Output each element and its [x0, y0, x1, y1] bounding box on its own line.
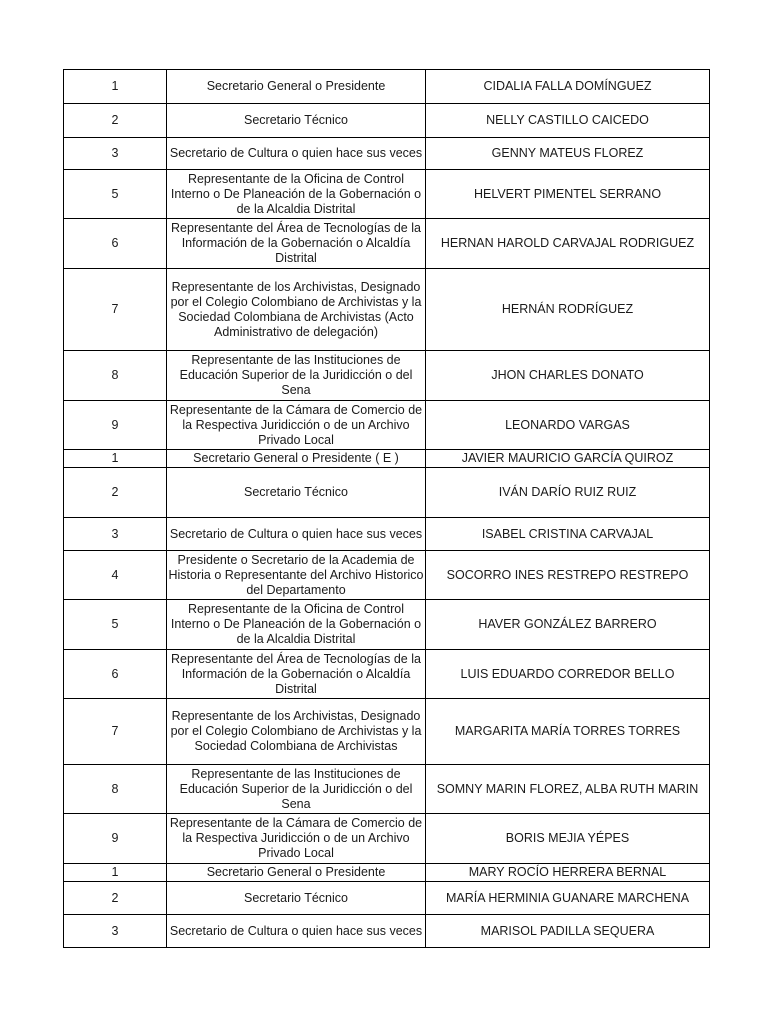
member-name-cell: SOMNY MARIN FLOREZ, ALBA RUTH MARIN [426, 765, 710, 814]
member-name-cell: HERNÁN RODRÍGUEZ [426, 269, 710, 351]
role-cell: Secretario General o Presidente ( E ) [167, 450, 426, 468]
table-row [64, 468, 710, 518]
role-cell: Secretario Técnico [167, 882, 426, 915]
role-cell: Representante del Área de Tecnologías de la Información de la Gobernación o Alcaldía Distrital [167, 219, 426, 269]
role-cell: Secretario General o Presidente [167, 864, 426, 882]
member-name-cell: HERNAN HAROLD CARVAJAL RODRIGUEZ [426, 219, 710, 269]
table-row [64, 518, 710, 551]
member-name-cell: JAVIER MAURICIO GARCÍA QUIROZ [426, 450, 710, 468]
member-name-cell: CIDALIA FALLA DOMÍNGUEZ [426, 70, 710, 104]
role-cell: Representante de la Oficina de Control Interno o De Planeación de la Gobernación o de la Alcaldia Distrital [167, 170, 426, 219]
member-name-cell: MARY ROCÍO HERRERA BERNAL [426, 864, 710, 882]
row-number-cell: 2 [64, 882, 167, 915]
row-number-cell: 6 [64, 219, 167, 269]
row-number-cell: 2 [64, 104, 167, 138]
table-row [64, 765, 710, 814]
member-name-cell: HAVER GONZÁLEZ BARRERO [426, 600, 710, 650]
row-number-cell: 3 [64, 915, 167, 948]
role-cell: Secretario Técnico [167, 104, 426, 138]
row-number-cell: 3 [64, 138, 167, 170]
row-number-cell: 2 [64, 468, 167, 518]
table-row [64, 401, 710, 450]
table-row [64, 138, 710, 170]
role-cell: Representante de las Instituciones de Educación Superior de la Juridicción o del Sena [167, 351, 426, 401]
table-row [64, 219, 710, 269]
member-name-cell: MARISOL PADILLA SEQUERA [426, 915, 710, 948]
table-row [64, 170, 710, 219]
table-row [64, 551, 710, 600]
role-cell: Secretario General o Presidente [167, 70, 426, 104]
row-number-cell: 3 [64, 518, 167, 551]
role-cell: Presidente o Secretario de la Academia de Historia o Representante del Archivo Historico del Departamento [167, 551, 426, 600]
member-name-cell: SOCORRO INES RESTREPO RESTREPO [426, 551, 710, 600]
member-name-cell: BORIS MEJIA YÉPES [426, 814, 710, 864]
row-number-cell: 1 [64, 450, 167, 468]
table-row [64, 104, 710, 138]
committee-members-table [63, 69, 710, 948]
member-name-cell: LUIS EDUARDO CORREDOR BELLO [426, 650, 710, 699]
role-cell: Secretario de Cultura o quien hace sus veces [167, 138, 426, 170]
row-number-cell: 1 [64, 70, 167, 104]
row-number-cell: 9 [64, 814, 167, 864]
row-number-cell: 8 [64, 351, 167, 401]
table-row [64, 600, 710, 650]
role-cell: Representante de la Cámara de Comercio de la Respectiva Juridicción o de un Archivo Privado Local [167, 814, 426, 864]
member-name-cell: JHON CHARLES DONATO [426, 351, 710, 401]
role-cell: Representante de los Archivistas, Designado por el Colegio Colombiano de Archivistas y la Sociedad Colombiana de Archivistas [167, 699, 426, 765]
member-name-cell: ISABEL CRISTINA CARVAJAL [426, 518, 710, 551]
table-body [64, 70, 710, 948]
member-name-cell: NELLY CASTILLO CAICEDO [426, 104, 710, 138]
row-number-cell: 6 [64, 650, 167, 699]
table-row [64, 814, 710, 864]
table-row [64, 699, 710, 765]
row-number-cell: 8 [64, 765, 167, 814]
role-cell: Representante de los Archivistas, Designado por el Colegio Colombiano de Archivistas y la Sociedad Colombiana de Archivistas (Acto Administrativo de delegación) [167, 269, 426, 351]
member-name-cell: MARÍA HERMINIA GUANARE MARCHENA [426, 882, 710, 915]
member-name-cell: IVÁN DARÍO RUIZ RUIZ [426, 468, 710, 518]
row-number-cell: 5 [64, 170, 167, 219]
role-cell: Secretario de Cultura o quien hace sus veces [167, 518, 426, 551]
member-name-cell: GENNY MATEUS FLOREZ [426, 138, 710, 170]
table-row [64, 269, 710, 351]
table-row [64, 915, 710, 948]
table-row [64, 70, 710, 104]
table-row [64, 882, 710, 915]
table-row [64, 450, 710, 468]
row-number-cell: 1 [64, 864, 167, 882]
row-number-cell: 9 [64, 401, 167, 450]
member-name-cell: HELVERT PIMENTEL SERRANO [426, 170, 710, 219]
row-number-cell: 7 [64, 699, 167, 765]
role-cell: Representante del Área de Tecnologías de la Información de la Gobernación o Alcaldía Distrital [167, 650, 426, 699]
row-number-cell: 7 [64, 269, 167, 351]
member-name-cell: MARGARITA MARÍA TORRES TORRES [426, 699, 710, 765]
row-number-cell: 4 [64, 551, 167, 600]
member-name-cell: LEONARDO VARGAS [426, 401, 710, 450]
role-cell: Representante de las Instituciones de Educación Superior de la Juridicción o del Sena [167, 765, 426, 814]
table-row [64, 864, 710, 882]
role-cell: Representante de la Oficina de Control Interno o De Planeación de la Gobernación o de la Alcaldia Distrital [167, 600, 426, 650]
role-cell: Representante de la Cámara de Comercio de la Respectiva Juridicción o de un Archivo Privado Local [167, 401, 426, 450]
role-cell: Secretario Técnico [167, 468, 426, 518]
table-row [64, 650, 710, 699]
row-number-cell: 5 [64, 600, 167, 650]
table-row [64, 351, 710, 401]
role-cell: Secretario de Cultura o quien hace sus veces [167, 915, 426, 948]
